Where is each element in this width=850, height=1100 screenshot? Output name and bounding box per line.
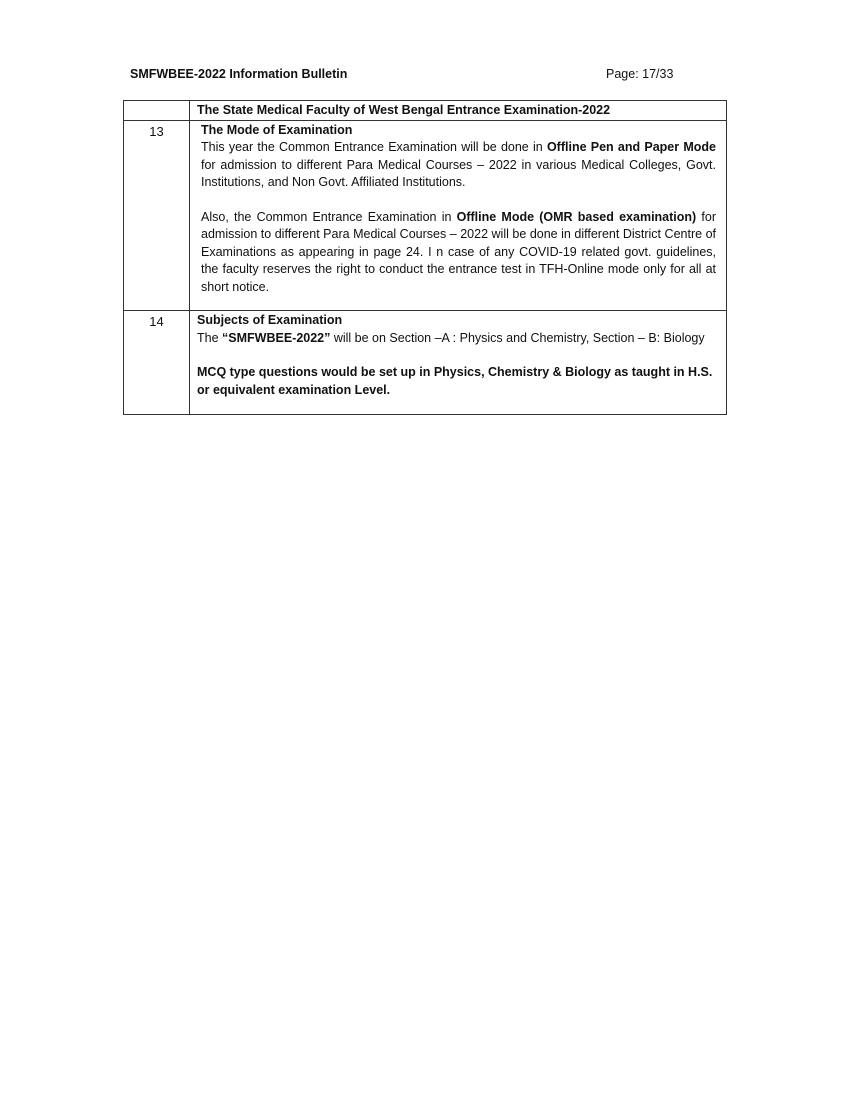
paragraph: This year the Common Entrance Examination will be done in Offline Pen and Paper Mode for admission to different Para Medical Courses – 2022 in various Medical Colleges, Govt. Institutions, and Non Govt. Affiliated Institutions. xyxy=(201,140,716,189)
row-number-cell xyxy=(124,120,190,311)
paragraph: The “SMFWBEE-2022” will be on Section –A : Physics and Chemistry, Section – B: Biology xyxy=(197,330,705,345)
information-table xyxy=(123,100,727,415)
table-row xyxy=(124,311,727,415)
paragraph: Also, the Common Entrance Examination in Offline Mode (OMR based examination) for admission to different Para Medical Courses – 2022 will be done in different District Centre of Examinations as appearing in page 24. I n case of any COVID-19 related govt. guidelines, the faculty reserves the right to conduct the entrance test in TFH-Online mode only for all at short notice. xyxy=(201,209,716,294)
section-title: Subjects of Examination xyxy=(197,313,343,327)
table-header-row xyxy=(124,101,727,121)
paragraph: MCQ type questions would be set up in Physics, Chemistry & Biology as taught in H.S. or equivalent examination Level. xyxy=(197,365,713,397)
table-caption: The State Medical Faculty of West Bengal Entrance Examination-2022 xyxy=(197,103,611,117)
row-content-cell xyxy=(190,311,727,415)
row-number: 13 xyxy=(149,123,164,139)
table-header-number-cell xyxy=(124,101,190,121)
section-title: The Mode of Examination xyxy=(201,122,353,137)
page-number: Page: 17/33 xyxy=(606,67,674,81)
row-number-cell xyxy=(124,311,190,415)
row-content-cell xyxy=(190,120,727,311)
table-header-caption-cell xyxy=(190,101,727,121)
page-header xyxy=(130,67,690,85)
table-row xyxy=(124,120,727,311)
row-number: 14 xyxy=(149,314,164,329)
document-title: SMFWBEE-2022 Information Bulletin xyxy=(130,67,348,81)
